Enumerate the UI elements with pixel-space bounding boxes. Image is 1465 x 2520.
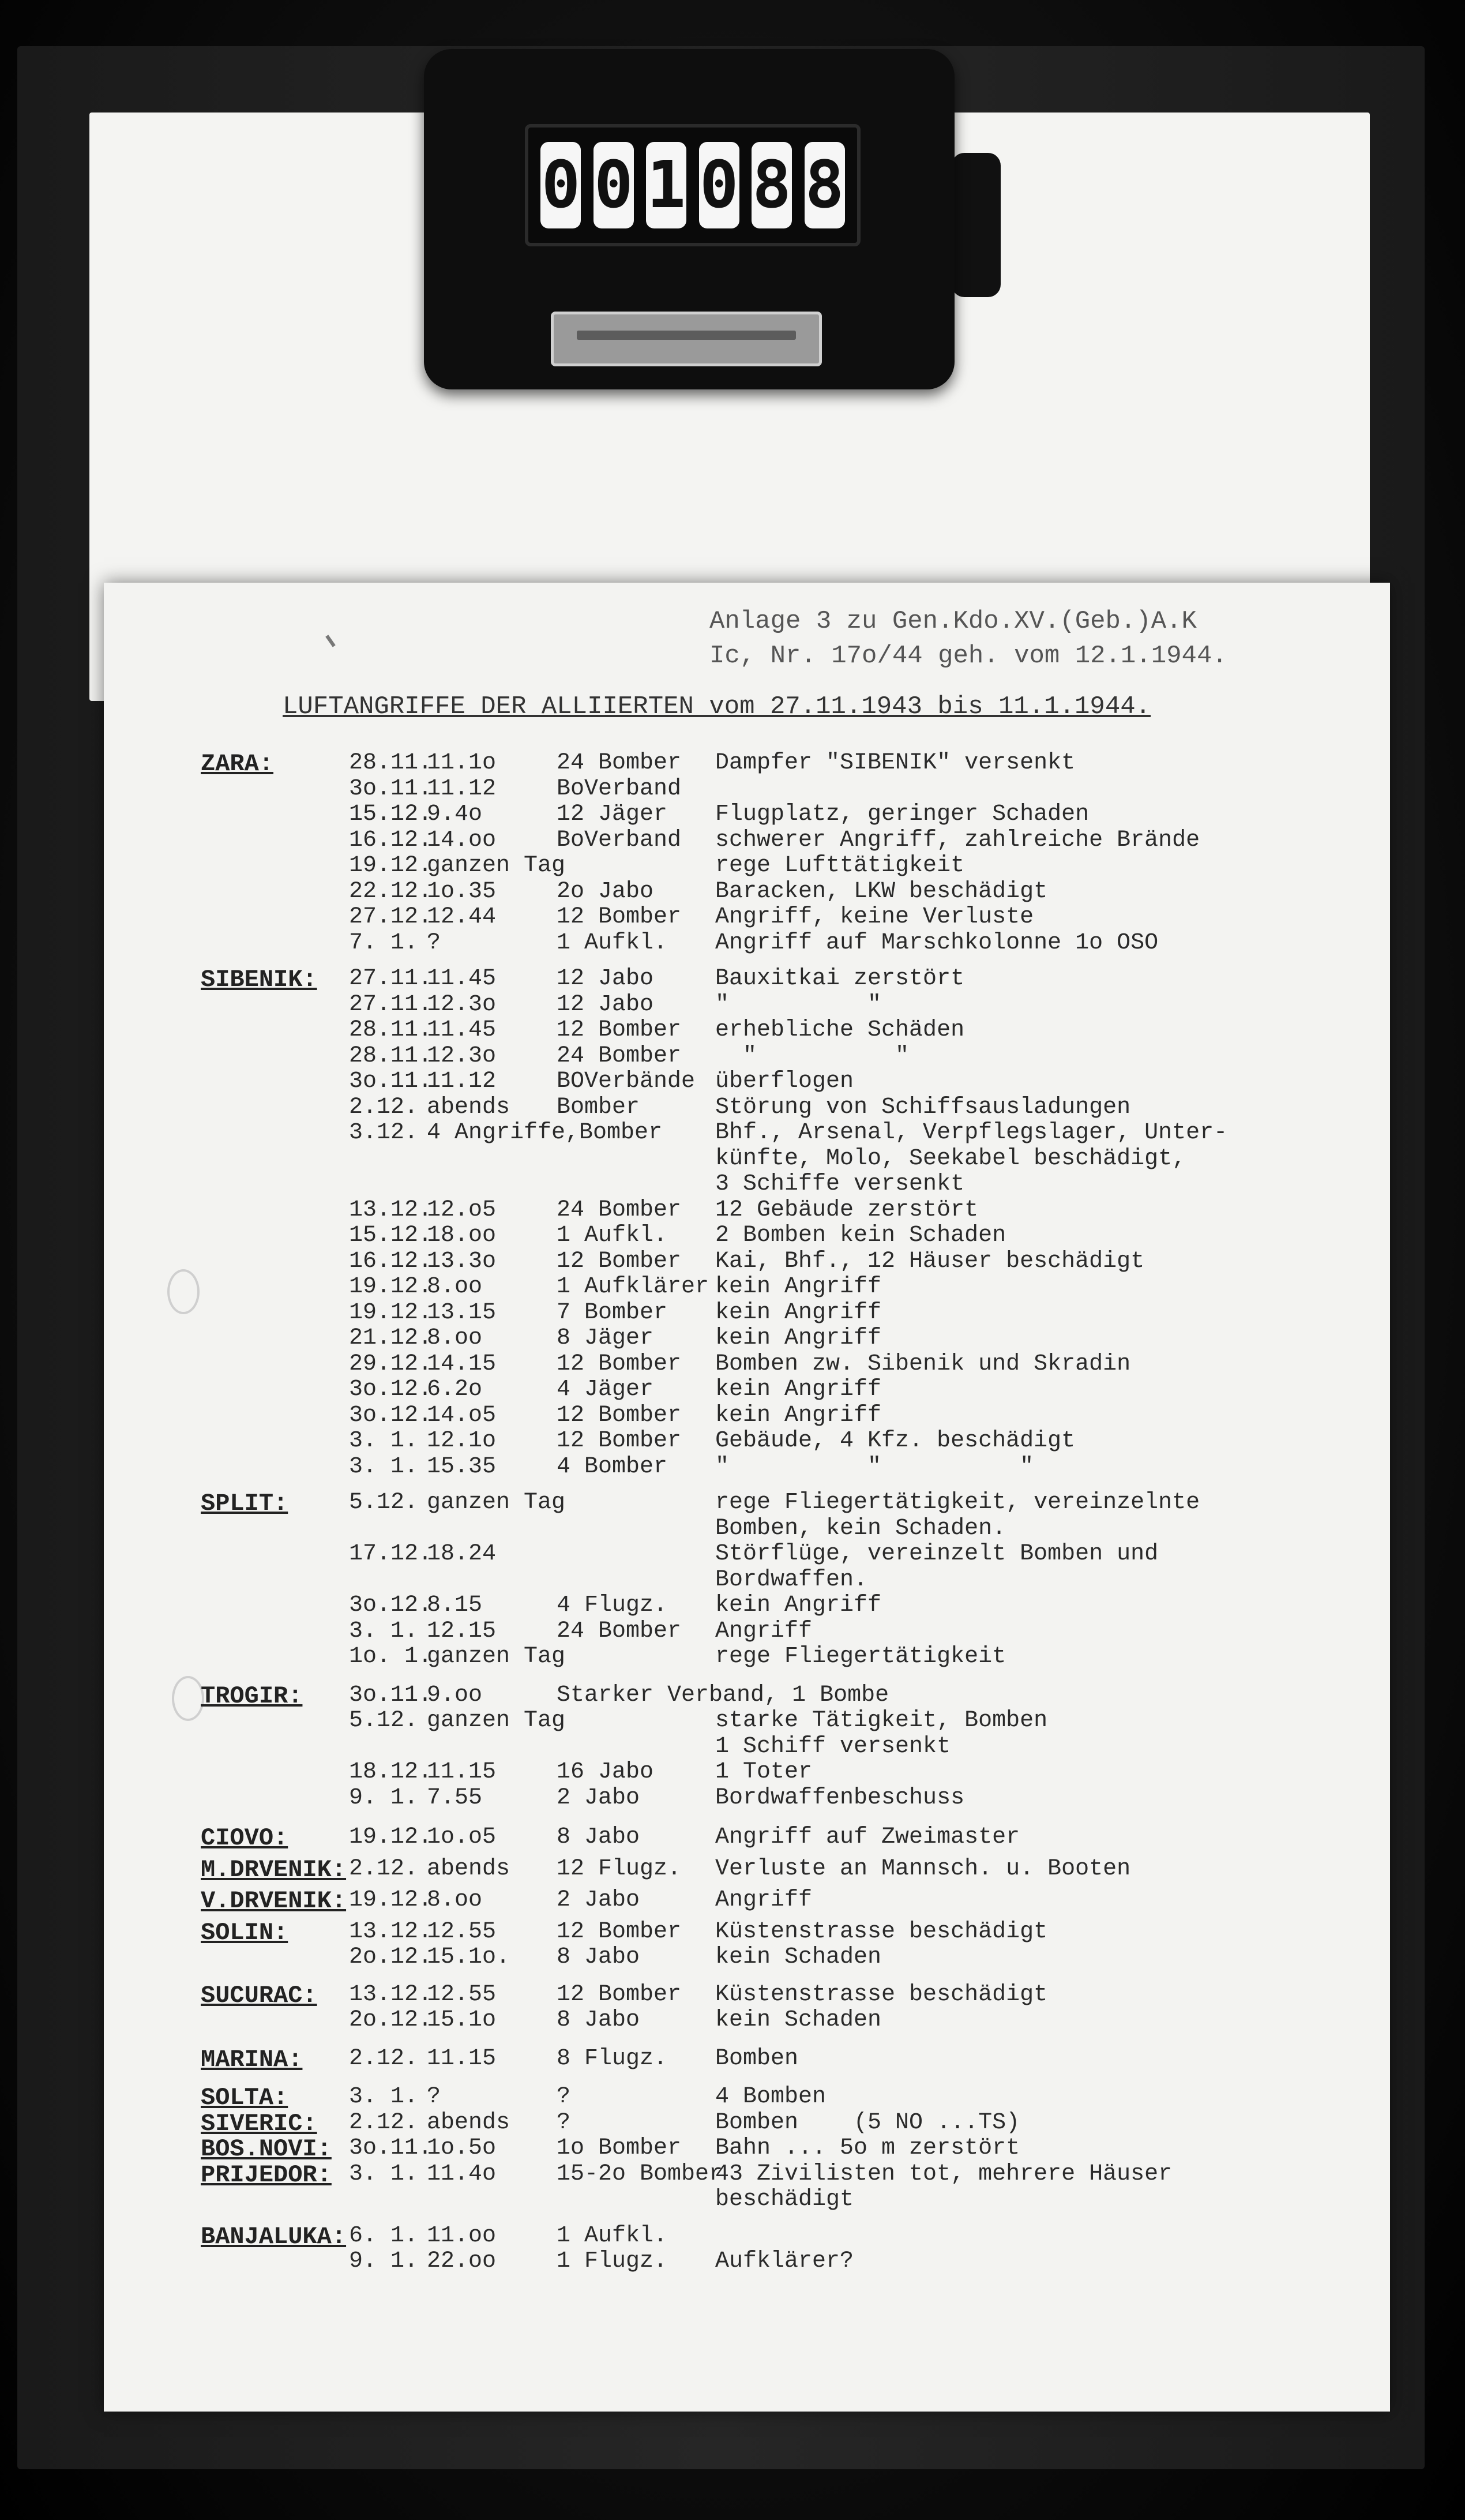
entry-aircraft: ?: [557, 2109, 571, 2136]
entry-remark: Störung von Schiffsausladungen: [715, 1094, 1131, 1120]
entry-aircraft: 4 Jäger: [557, 1377, 654, 1402]
entry-time: ?: [427, 2084, 441, 2110]
entry-date: 3o.11.: [349, 2135, 433, 2161]
entry-remark: kein Schaden: [715, 1944, 882, 1970]
entry-time: 9.4o: [427, 801, 483, 827]
entry-date: 7. 1.: [349, 929, 419, 956]
entry-time: 12.1o: [427, 1428, 497, 1454]
entry-remark: erhebliche Schäden: [715, 1017, 965, 1043]
entry-remark: rege Lufttätigkeit: [715, 853, 965, 879]
counter-digit: 8: [805, 142, 845, 228]
entry-date: 15.12.: [349, 801, 433, 827]
entry-date: 19.12.: [349, 1274, 433, 1300]
entry-aircraft: 2o Jabo: [557, 878, 654, 905]
entry-remark: Angriff, keine Verluste: [715, 904, 1034, 930]
punch-hole: [172, 1676, 204, 1721]
entry-date: 3. 1.: [349, 1618, 419, 1644]
entry-remark: Bomben zw. Sibenik und Skradin: [715, 1351, 1131, 1377]
entry-date: 29.12.: [349, 1351, 433, 1377]
entry-date: 21.12.: [349, 1325, 433, 1351]
annex-file-number: Ic, Nr. 17o/44 geh. vom 12.1.1944.: [709, 642, 1227, 670]
entry-remark: beschädigt: [715, 2187, 854, 2212]
entry-time: 11.15: [427, 2045, 497, 2072]
entry-aircraft: 1 Aufkl.: [557, 1222, 668, 1248]
entry-remark: kein Schaden: [715, 2007, 882, 2033]
entry-aircraft: 8 Jabo: [557, 2007, 640, 2033]
entry-aircraft: 24 Bomber: [557, 1618, 682, 1644]
frame-counter-device: [424, 49, 955, 389]
entry-remark: 1 Toter: [715, 1759, 813, 1785]
entry-remark: künfte, Molo, Seekabel beschädigt,: [715, 1145, 1186, 1172]
location-label: SPLIT:: [201, 1490, 288, 1517]
entry-aircraft: 1 Aufkl.: [557, 2222, 668, 2249]
entry-time: 6.2o: [427, 1377, 483, 1402]
location-label: CIOVO:: [201, 1824, 288, 1852]
entry-remark: Bordwaffen.: [715, 1566, 868, 1593]
entry-aircraft: 12 Bomber: [557, 904, 682, 930]
entry-time: 13.3o: [427, 1248, 497, 1274]
location-label: PRIJEDOR:: [201, 2161, 332, 2189]
entry-remark: Aufklärer?: [715, 2248, 854, 2274]
entry-time: abends: [427, 1094, 510, 1120]
entry-remark: schwerer Angriff, zahlreiche Brände: [715, 827, 1200, 853]
entry-time: 1o.5o: [427, 2135, 497, 2161]
entry-time: 12.55: [427, 1918, 497, 1945]
entry-remark: Störflüge, vereinzelt Bomben und: [715, 1541, 1159, 1567]
entry-date: 13.12.: [349, 1981, 433, 2008]
entry-time: 15.1o: [427, 2007, 497, 2033]
entry-time: ganzen Tag: [427, 1708, 566, 1734]
entry-time: 12.o5: [427, 1197, 497, 1223]
entry-date: 9. 1.: [349, 2248, 419, 2274]
entry-time: 11.oo: [427, 2222, 497, 2249]
entry-date: 3. 1.: [349, 1428, 419, 1454]
entry-remark: 2 Bomben kein Schaden: [715, 1222, 1006, 1248]
entry-time: 12.44: [427, 904, 497, 930]
entry-date: 3o.11.: [349, 1068, 433, 1094]
location-label: M.DRVENIK:: [201, 1855, 347, 1884]
entry-date: 28.11.: [349, 750, 433, 776]
entry-time: 12.3o: [427, 991, 497, 1018]
entry-aircraft: 24 Bomber: [557, 1197, 682, 1223]
entry-remark: Verluste an Mannsch. u. Booten: [715, 1855, 1131, 1882]
entry-remark: rege Fliegertätigkeit, vereinzelnte: [715, 1490, 1200, 1516]
entry-remark: kein Angriff: [715, 1325, 882, 1351]
entry-aircraft: 12 Bomber: [557, 1918, 682, 1945]
entry-remark: Kai, Bhf., 12 Häuser beschädigt: [715, 1248, 1145, 1274]
entry-time: 22.oo: [427, 2248, 497, 2274]
entry-date: 5.12.: [349, 1708, 419, 1734]
entry-time: 14.oo: [427, 827, 497, 853]
entry-date: 3o.12.: [349, 1377, 433, 1402]
entry-date: 27.12.: [349, 904, 433, 930]
entry-time: 7.55: [427, 1784, 483, 1811]
entry-remark: Baracken, LKW beschädigt: [715, 878, 1048, 905]
entry-date: 19.12.: [349, 1299, 433, 1326]
entry-date: 16.12.: [349, 1248, 433, 1274]
entry-time: 18.oo: [427, 1222, 497, 1248]
entry-remark: kein Angriff: [715, 1274, 882, 1300]
entry-date: 9. 1.: [349, 1784, 419, 1811]
entry-time: 4 Angriffe,Bomber: [427, 1120, 663, 1146]
entry-time: 11.15: [427, 1759, 497, 1785]
entry-time: abends: [427, 1855, 510, 1882]
entry-remark: 12 Gebäude zerstört: [715, 1197, 979, 1223]
entry-date: 16.12.: [349, 827, 433, 853]
entry-remark: 4 Bomben: [715, 2084, 827, 2110]
annex-reference: Anlage 3 zu Gen.Kdo.XV.(Geb.)A.K: [709, 607, 1197, 636]
entry-aircraft: 7 Bomber: [557, 1299, 668, 1326]
pen-mark: [325, 635, 336, 647]
entry-aircraft: 12 Jabo: [557, 966, 654, 992]
counter-digit: 8: [752, 142, 792, 228]
entry-aircraft: 12 Flugz.: [557, 1855, 682, 1882]
entry-date: 18.12.: [349, 1759, 433, 1785]
entry-time: 9.oo: [427, 1682, 483, 1708]
entry-time: 15.1o.: [427, 1944, 510, 1970]
entry-aircraft: 12 Bomber: [557, 1402, 682, 1428]
entry-aircraft: 16 Jabo: [557, 1759, 654, 1785]
entry-time: 12.15: [427, 1618, 497, 1644]
entry-remark: " " ": [715, 1453, 1034, 1480]
entry-aircraft: 12 Bomber: [557, 1428, 682, 1454]
entry-aircraft: 1 Flugz.: [557, 2248, 668, 2274]
entry-date: 2o.12.: [349, 1944, 433, 1970]
location-label: SOLIN:: [201, 1918, 288, 1947]
entry-remark: Angriff auf Zweimaster: [715, 1824, 1020, 1850]
entry-date: 27.11.: [349, 991, 433, 1018]
entry-aircraft: 12 Jabo: [557, 991, 654, 1018]
location-label: SIBENIK:: [201, 966, 317, 993]
entry-aircraft: 1o Bomber: [557, 2135, 682, 2161]
entry-remark: kein Angriff: [715, 1592, 882, 1618]
entry-date: 17.12.: [349, 1541, 433, 1567]
entry-time: 1o.o5: [427, 1824, 497, 1850]
entry-remark: " ": [715, 1042, 910, 1069]
entry-remark: Angriff auf Marschkolonne 1o OSO: [715, 929, 1159, 956]
location-label: V.DRVENIK:: [201, 1887, 347, 1915]
entry-date: 2.12.: [349, 1094, 419, 1120]
entry-time: 11.45: [427, 966, 497, 992]
counter-digit: 0: [540, 142, 581, 228]
entry-aircraft: 15-2o Bomber: [557, 2161, 723, 2187]
entry-remark: Bahn ... 5o m zerstört: [715, 2135, 1020, 2161]
entry-remark: Bauxitkai zerstört: [715, 966, 965, 992]
entry-time: abends: [427, 2109, 510, 2136]
counter-knob: [952, 153, 1001, 297]
entry-time: 12.3o: [427, 1042, 497, 1069]
location-label: BOS.NOVI:: [201, 2135, 332, 2163]
entry-date: 2o.12.: [349, 2007, 433, 2033]
entry-date: 3o.11.: [349, 1682, 433, 1708]
entry-remark: überflogen: [715, 1068, 854, 1094]
entry-aircraft: 12 Bomber: [557, 1248, 682, 1274]
entry-aircraft: ?: [557, 2084, 571, 2110]
entry-remark: Bordwaffenbeschuss: [715, 1784, 965, 1811]
entry-aircraft: 24 Bomber: [557, 750, 682, 776]
entry-date: 13.12.: [349, 1197, 433, 1223]
entry-time: ganzen Tag: [427, 853, 566, 879]
entry-time: ganzen Tag: [427, 1490, 566, 1516]
entry-aircraft: 12 Bomber: [557, 1351, 682, 1377]
entry-time: 8.oo: [427, 1325, 483, 1351]
entry-time: 12.55: [427, 1981, 497, 2008]
entry-date: 2.12.: [349, 2045, 419, 2072]
entry-date: 27.11.: [349, 966, 433, 992]
entry-time: 15.35: [427, 1453, 497, 1480]
entry-remark: Angriff: [715, 1887, 813, 1913]
location-label: MARINA:: [201, 2045, 303, 2073]
entry-remark: 43 Zivilisten tot, mehrere Häuser: [715, 2161, 1173, 2187]
entry-remark: Dampfer "SIBENIK" versenkt: [715, 750, 1076, 776]
entry-remark: Küstenstrasse beschädigt: [715, 1918, 1048, 1945]
location-label: SUCURAC:: [201, 1981, 317, 2009]
entry-time: 8.oo: [427, 1274, 483, 1300]
entry-date: 2.12.: [349, 2109, 419, 2136]
entry-time: 8.15: [427, 1592, 483, 1618]
entry-date: 3.12.: [349, 1120, 419, 1146]
entry-aircraft: 8 Flugz.: [557, 2045, 668, 2072]
entry-aircraft: 1 Aufklärer: [557, 1274, 709, 1300]
entry-aircraft: Starker Verband, 1 Bombe: [557, 1682, 889, 1708]
entry-time: 18.24: [427, 1541, 497, 1567]
entry-aircraft: Bomber: [557, 1094, 640, 1120]
entry-remark: kein Angriff: [715, 1299, 882, 1326]
entry-remark: Gebäude, 4 Kfz. beschädigt: [715, 1428, 1076, 1454]
entry-date: 28.11.: [349, 1042, 433, 1069]
entry-remark: " ": [715, 991, 882, 1018]
entry-date: 3. 1.: [349, 2161, 419, 2187]
entry-time: 14.15: [427, 1351, 497, 1377]
entry-date: 5.12.: [349, 1490, 419, 1516]
entry-remark: Bomben: [715, 2045, 799, 2072]
location-label: BANJALUKA:: [201, 2222, 347, 2251]
entry-time: 11.4o: [427, 2161, 497, 2187]
entry-date: 3. 1.: [349, 1453, 419, 1480]
entry-aircraft: 24 Bomber: [557, 1042, 682, 1069]
entry-remark: Angriff: [715, 1618, 813, 1644]
entry-time: 1o.35: [427, 878, 497, 905]
entry-remark: Flugplatz, geringer Schaden: [715, 801, 1090, 827]
entry-date: 28.11.: [349, 1017, 433, 1043]
entry-date: 6. 1.: [349, 2222, 419, 2249]
entry-time: 13.15: [427, 1299, 497, 1326]
entry-aircraft: 4 Bomber: [557, 1453, 668, 1480]
entry-remark: kein Angriff: [715, 1402, 882, 1428]
entry-aircraft: 1 Aufkl.: [557, 929, 668, 956]
entry-date: 19.12.: [349, 853, 433, 879]
entry-time: 8.oo: [427, 1887, 483, 1913]
punch-hole: [167, 1269, 200, 1314]
entry-remark: Küstenstrasse beschädigt: [715, 1981, 1048, 2008]
counter-digit: 0: [593, 142, 634, 228]
location-label: SOLTA:: [201, 2084, 288, 2112]
entry-date: 1o. 1.: [349, 1644, 433, 1670]
document-title: LUFTANGRIFFE DER ALLIIERTEN vom 27.11.1943 bis 11.1.1944.: [283, 692, 1151, 721]
entry-time: 11.1o: [427, 750, 497, 776]
counter-digit: 1: [646, 142, 686, 228]
entry-remark: 3 Schiffe versenkt: [715, 1171, 965, 1197]
entry-aircraft: 8 Jäger: [557, 1325, 654, 1351]
entry-date: 13.12.: [349, 1918, 433, 1945]
entry-remark: Bhf., Arsenal, Verpflegslager, Unter-: [715, 1120, 1228, 1146]
entry-date: 19.12.: [349, 1887, 433, 1913]
entry-aircraft: BoVerband: [557, 775, 682, 802]
entry-aircraft: 12 Bomber: [557, 1017, 682, 1043]
entry-date: 2.12.: [349, 1855, 419, 1882]
entry-date: 3. 1.: [349, 2084, 419, 2110]
document-page: [104, 583, 1390, 2412]
entry-aircraft: BoVerband: [557, 827, 682, 853]
entry-time: 11.12: [427, 1068, 497, 1094]
entry-remark: Bomben (5 NO ...TS): [715, 2109, 1020, 2136]
entry-date: 3o.12.: [349, 1592, 433, 1618]
entry-date: 3o.12.: [349, 1402, 433, 1428]
entry-aircraft: 12 Jäger: [557, 801, 668, 827]
entry-remark: starke Tätigkeit, Bomben: [715, 1708, 1048, 1734]
entry-aircraft: 2 Jabo: [557, 1784, 640, 1811]
entry-remark: kein Angriff: [715, 1377, 882, 1402]
entry-date: 19.12.: [349, 1824, 433, 1850]
entry-date: 22.12.: [349, 878, 433, 905]
entry-date: 3o.11.: [349, 775, 433, 802]
entry-time: 11.45: [427, 1017, 497, 1043]
entry-time: ?: [427, 929, 441, 956]
entry-remark: Bomben, kein Schaden.: [715, 1515, 1006, 1542]
entry-remark: 1 Schiff versenkt: [715, 1733, 951, 1760]
location-label: SIVERIC:: [201, 2109, 317, 2138]
counter-window: [525, 124, 861, 246]
entry-time: 11.12: [427, 775, 497, 802]
entry-remark: rege Fliegertätigkeit: [715, 1644, 1006, 1670]
entry-aircraft: BOVerbände: [557, 1068, 696, 1094]
location-label: ZARA:: [201, 750, 274, 778]
entry-date: 15.12.: [349, 1222, 433, 1248]
entry-aircraft: 2 Jabo: [557, 1887, 640, 1913]
counter-digit: 0: [699, 142, 739, 228]
entry-aircraft: 4 Flugz.: [557, 1592, 668, 1618]
entry-aircraft: 8 Jabo: [557, 1944, 640, 1970]
entry-time: ganzen Tag: [427, 1644, 566, 1670]
counter-nameplate: [551, 312, 822, 366]
entry-aircraft: 8 Jabo: [557, 1824, 640, 1850]
location-label: TROGIR:: [201, 1682, 303, 1710]
entry-time: 14.o5: [427, 1402, 497, 1428]
entry-aircraft: 12 Bomber: [557, 1981, 682, 2008]
